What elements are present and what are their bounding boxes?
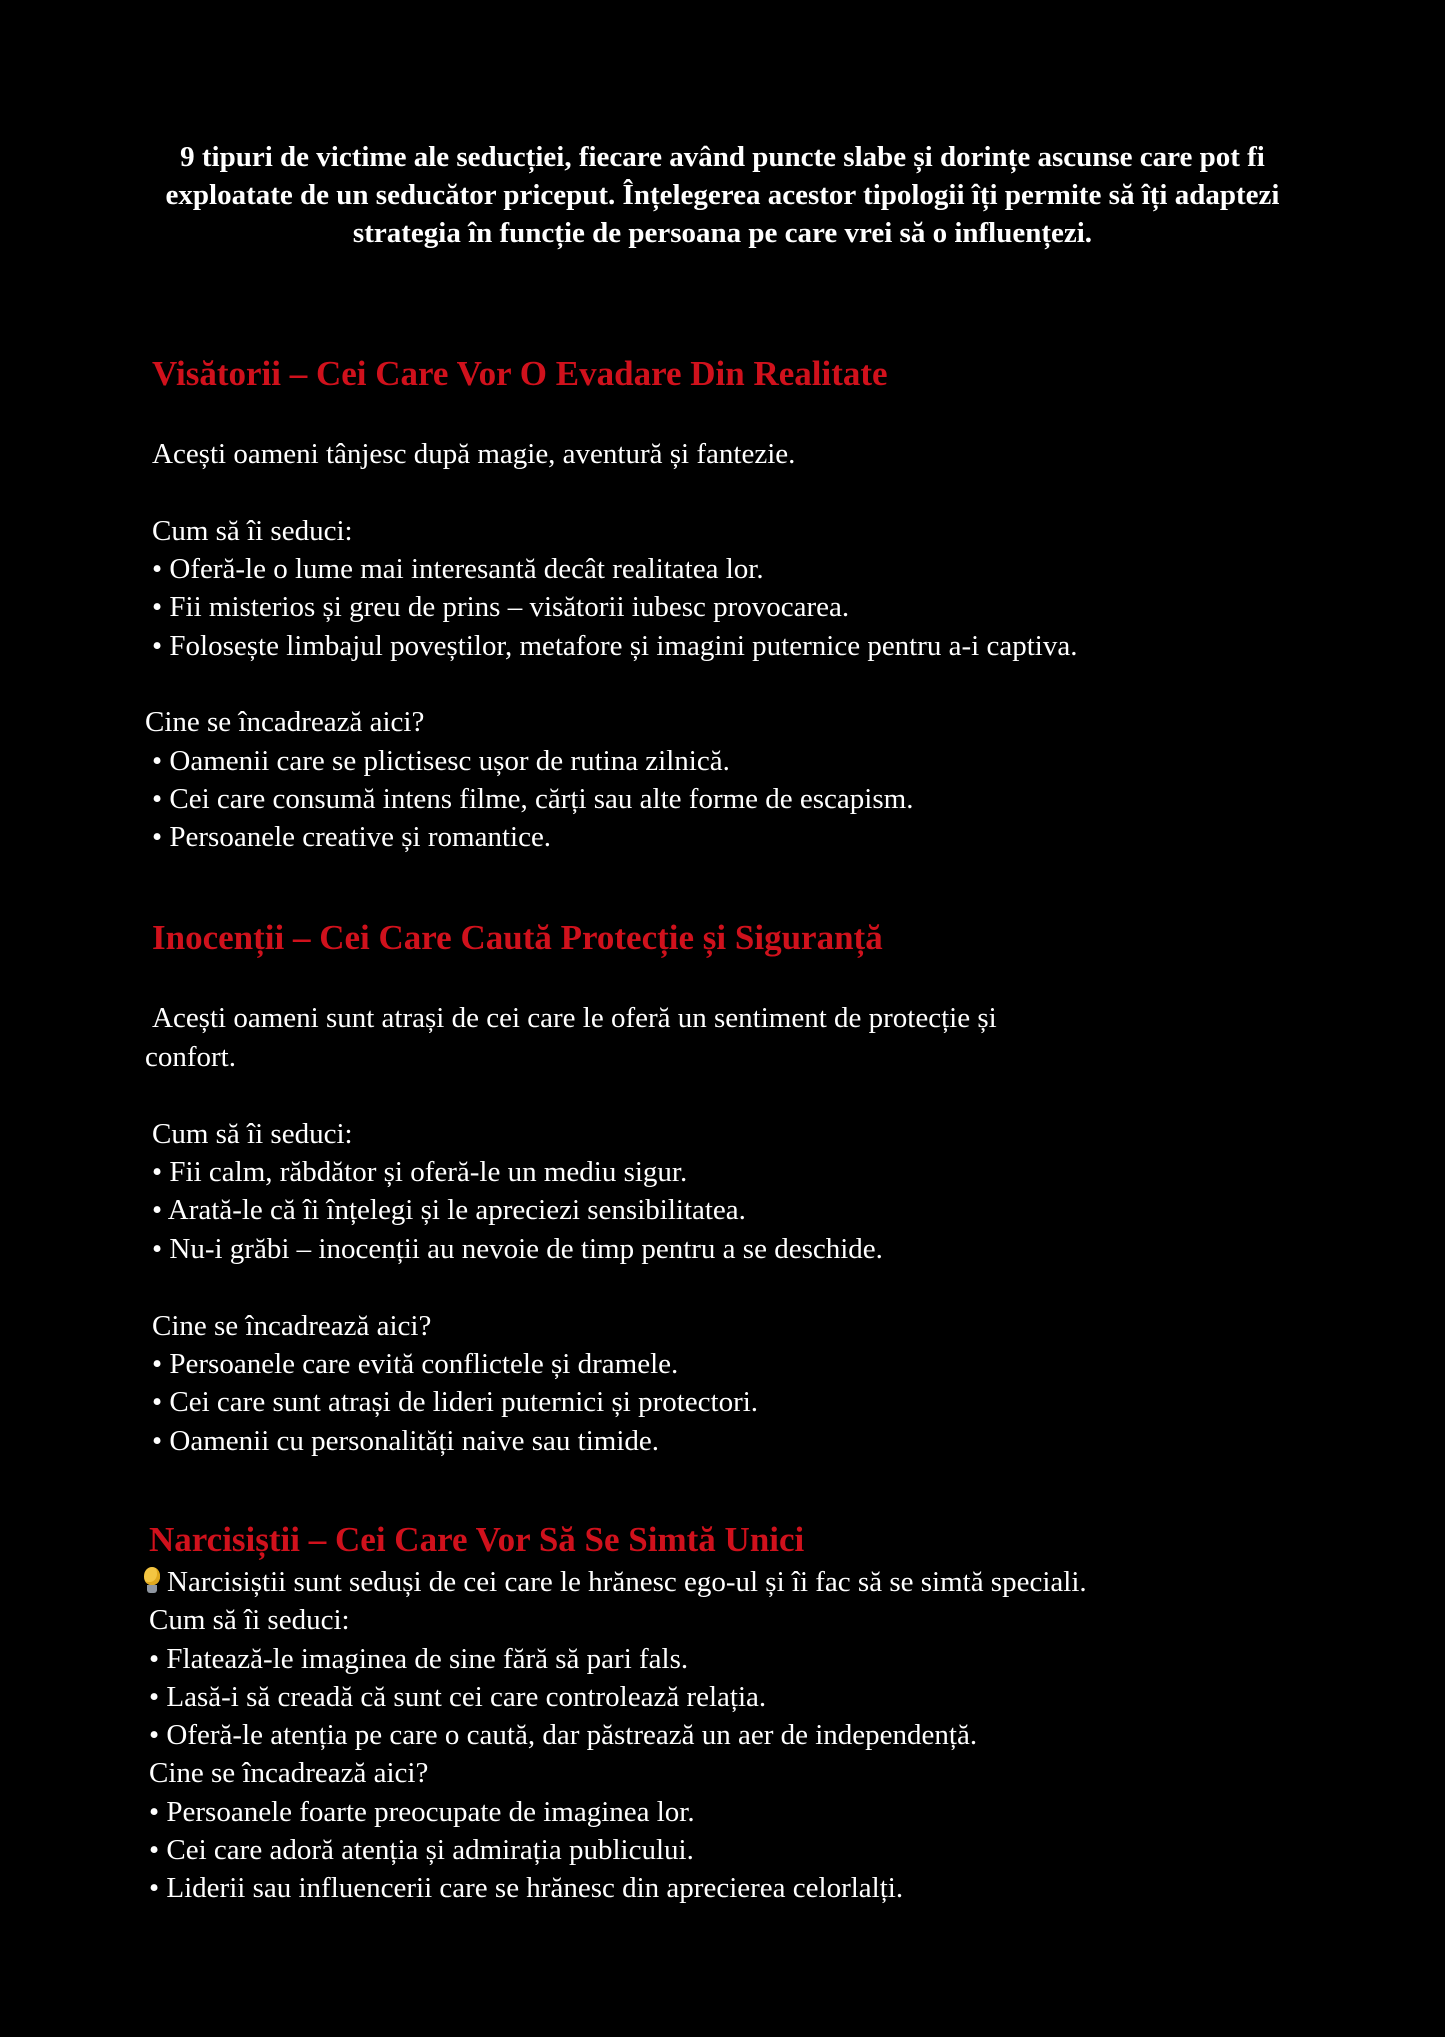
how-to-seduce-label: Cum să îi seduci:: [149, 1604, 350, 1636]
section-description: Acești oameni sunt atrași de cei care le oferă un sentiment de protecție și: [152, 1002, 997, 1034]
list-item: • Persoanele care evită conflictele și dramele.: [152, 1348, 679, 1380]
list-item: • Fii calm, răbdător și oferă-le un mediu sigur.: [152, 1156, 688, 1188]
how-to-seduce-label: Cum să îi seduci:: [152, 1118, 353, 1150]
section-description: [143, 1563, 1087, 1601]
list-item: • Oferă-le atenția pe care o caută, dar păstrează un aer de independență.: [149, 1719, 978, 1751]
lightbulb-icon: [143, 1567, 161, 1595]
intro-paragraph: 9 tipuri de victime ale seducției, fiecare având puncte slabe și dorințe ascunse care pot fi exploatate de un seducător priceput. Înțelegerea acestor tipologii îți permite să îți adaptezi strategia în funcție de persoana pe care vrei să o influențezi.: [165, 141, 1280, 249]
who-fits-label: Cine se încadrează aici?: [145, 706, 425, 738]
list-item: • Cei care sunt atrași de lideri puternici și protectori.: [152, 1386, 759, 1418]
section-heading-visatorii: Visătorii – Cei Care Vor O Evadare Din Realitate: [152, 354, 888, 393]
list-item: • Persoanele creative și romantice.: [152, 821, 552, 853]
list-item: • Persoanele foarte preocupate de imaginea lor.: [149, 1796, 695, 1828]
list-item: • Fii misterios și greu de prins – visătorii iubesc provocarea.: [152, 591, 850, 623]
list-item: • Arată-le că îi înțelegi și le apreciezi sensibilitatea.: [152, 1194, 746, 1226]
who-fits-label: Cine se încadrează aici?: [149, 1757, 429, 1789]
section-description: Acești oameni tânjesc după magie, aventură și fantezie.: [152, 438, 796, 470]
list-item: • Flatează-le imaginea de sine fără să pari fals.: [149, 1643, 689, 1675]
section-description-text: Narcisiștii sunt seduși de cei care le hrănesc ego-ul și îi fac să se simtă speciali.: [167, 1566, 1087, 1598]
list-item: • Oferă-le o lume mai interesantă decât realitatea lor.: [152, 553, 764, 585]
list-item: • Folosește limbajul poveștilor, metafore și imagini puternice pentru a-i captiva.: [152, 630, 1078, 662]
section-heading-inocentii: Inocenții – Cei Care Caută Protecție și Siguranță: [152, 918, 883, 957]
list-item: • Nu-i grăbi – inocenții au nevoie de timp pentru a se deschide.: [152, 1233, 883, 1265]
section-heading-narcisistii: Narcisiștii – Cei Care Vor Să Se Simtă Unici: [149, 1520, 805, 1559]
list-item: • Oamenii care se plictisesc ușor de rutina zilnică.: [152, 745, 730, 777]
list-item: • Cei care adoră atenția și admirația publicului.: [149, 1834, 694, 1866]
how-to-seduce-label: Cum să îi seduci:: [152, 515, 353, 547]
list-item: • Lasă-i să creadă că sunt cei care controlează relația.: [149, 1681, 767, 1713]
section-description: confort.: [145, 1041, 236, 1073]
list-item: • Oamenii cu personalități naive sau timide.: [152, 1425, 660, 1457]
list-item: • Cei care consumă intens filme, cărți sau alte forme de escapism.: [152, 783, 914, 815]
list-item: • Liderii sau influencerii care se hrănesc din aprecierea celorlalți.: [149, 1872, 904, 1904]
who-fits-label: Cine se încadrează aici?: [152, 1310, 432, 1342]
